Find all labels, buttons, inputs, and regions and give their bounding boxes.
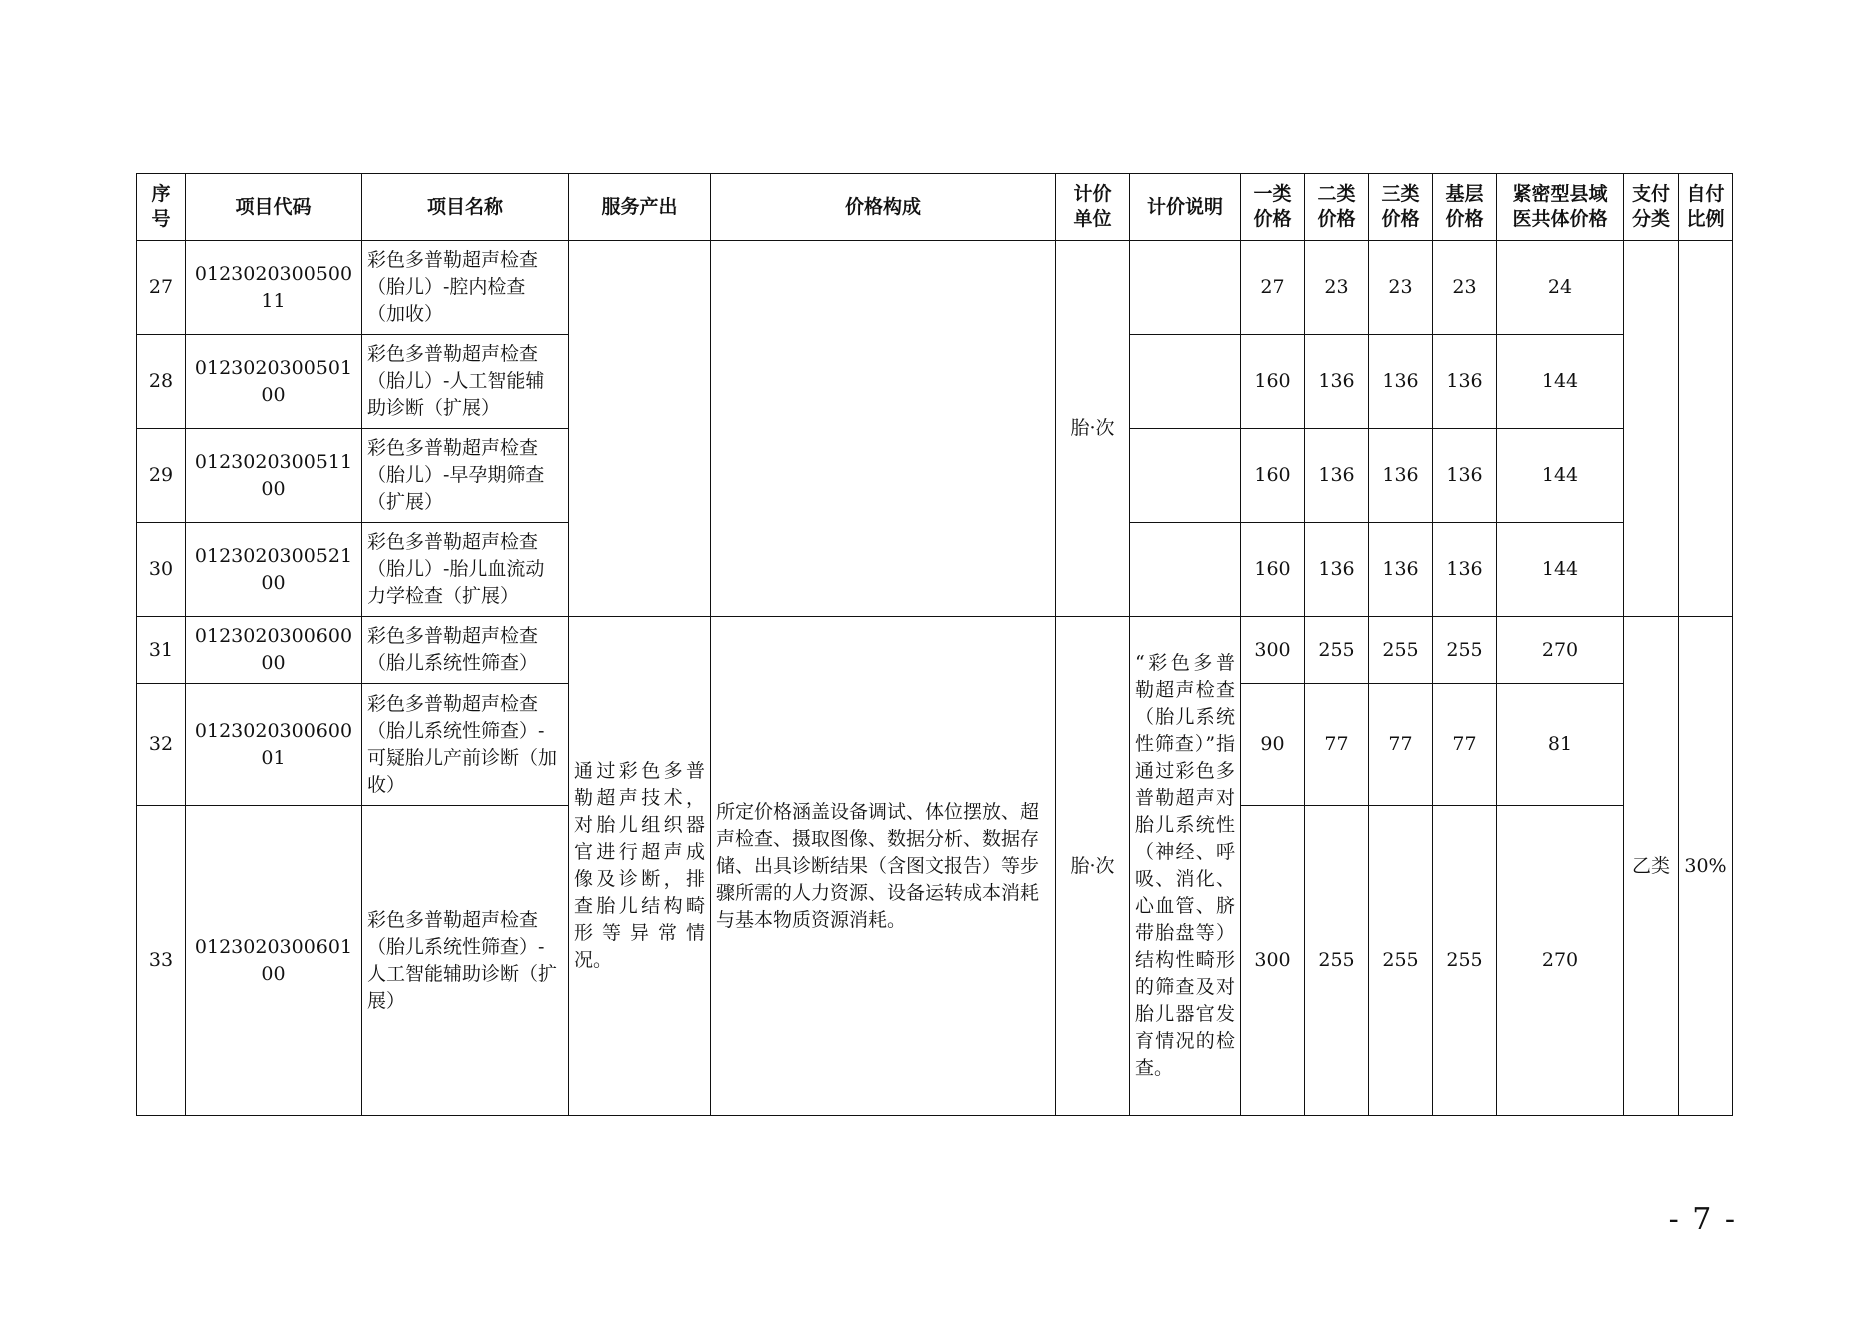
header-seq: 序 号	[137, 174, 186, 241]
cell-price-class2: 23	[1305, 241, 1369, 335]
cell-payment-class-group-a	[1624, 241, 1679, 617]
cell-price-composition-group-b: 所定价格涵盖设备调试、体位摆放、超声检查、摄取图像、数据分析、数据存储、出具诊断结果（含图文报告）等步骤所需的人力资源、设备运转成本消耗与基本物质资源消耗。	[711, 617, 1056, 1116]
header-price-class1: 一类 价格	[1241, 174, 1305, 241]
cell-price-primary: 23	[1433, 241, 1497, 335]
header-unit: 计价 单位	[1056, 174, 1130, 241]
cell-service-output-group-a	[569, 241, 711, 617]
cell-price-class3: 136	[1369, 429, 1433, 523]
cell-seq: 31	[137, 617, 186, 684]
header-price-class3: 三类 价格	[1369, 174, 1433, 241]
header-name: 项目名称	[362, 174, 569, 241]
cell-pricing-note-group-b: “彩色多普勒超声检查（胎儿系统性筛查）”指通过彩色多普勒超声对胎儿系统性（神经、呼吸、消化、心血管、脐带胎盘等）结构性畸形的筛查及对胎儿器官发育情况的检查。	[1130, 617, 1241, 1116]
header-self-pay-ratio: 自付 比例	[1679, 174, 1733, 241]
cell-price-class3: 136	[1369, 523, 1433, 617]
cell-price-primary: 136	[1433, 523, 1497, 617]
cell-name: 彩色多普勒超声检查（胎儿）-腔内检查（加收）	[362, 241, 569, 335]
cell-code: 012302030050011	[186, 241, 362, 335]
cell-pricing-note	[1130, 429, 1241, 523]
cell-price-class2: 255	[1305, 806, 1369, 1116]
table-row	[137, 241, 1733, 335]
price-table	[136, 173, 1733, 1116]
cell-seq: 29	[137, 429, 186, 523]
cell-price-class2: 136	[1305, 523, 1369, 617]
cell-name: 彩色多普勒超声检查（胎儿系统性筛查）-可疑胎儿产前诊断（加收）	[362, 684, 569, 806]
cell-pricing-note	[1130, 335, 1241, 429]
cell-pricing-note	[1130, 523, 1241, 617]
cell-code: 012302030052100	[186, 523, 362, 617]
cell-price-primary: 136	[1433, 335, 1497, 429]
header-price-class2: 二类 价格	[1305, 174, 1369, 241]
header-row	[137, 174, 1733, 241]
cell-seq: 27	[137, 241, 186, 335]
header-pricing-note: 计价说明	[1130, 174, 1241, 241]
cell-price-class3: 255	[1369, 617, 1433, 684]
cell-code: 012302030050100	[186, 335, 362, 429]
cell-price-class1: 160	[1241, 429, 1305, 523]
header-price-county: 紧密型县域 医共体价格	[1497, 174, 1624, 241]
header-code: 项目代码	[186, 174, 362, 241]
cell-price-class1: 300	[1241, 806, 1305, 1116]
page-number: - 7 -	[1668, 1202, 1737, 1237]
cell-code: 012302030051100	[186, 429, 362, 523]
cell-price-composition-group-a	[711, 241, 1056, 617]
cell-seq: 30	[137, 523, 186, 617]
cell-code: 012302030060001	[186, 684, 362, 806]
cell-self-pay-ratio-group-b: 30%	[1679, 617, 1733, 1116]
cell-price-class3: 136	[1369, 335, 1433, 429]
cell-price-primary: 255	[1433, 617, 1497, 684]
cell-name: 彩色多普勒超声检查（胎儿系统性筛查）	[362, 617, 569, 684]
cell-name: 彩色多普勒超声检查（胎儿）-胎儿血流动力学检查（扩展）	[362, 523, 569, 617]
cell-name: 彩色多普勒超声检查（胎儿）-早孕期筛查（扩展）	[362, 429, 569, 523]
cell-seq: 32	[137, 684, 186, 806]
cell-price-class3: 23	[1369, 241, 1433, 335]
cell-self-pay-ratio-group-a	[1679, 241, 1733, 617]
cell-unit-group-b: 胎·次	[1056, 617, 1130, 1116]
cell-price-primary: 255	[1433, 806, 1497, 1116]
cell-price-county: 24	[1497, 241, 1624, 335]
cell-price-class2: 136	[1305, 335, 1369, 429]
cell-payment-class-group-b: 乙类	[1624, 617, 1679, 1116]
cell-price-class2: 255	[1305, 617, 1369, 684]
cell-name: 彩色多普勒超声检查（胎儿）-人工智能辅助诊断（扩展）	[362, 335, 569, 429]
cell-seq: 33	[137, 806, 186, 1116]
cell-name: 彩色多普勒超声检查（胎儿系统性筛查）-人工智能辅助诊断（扩展）	[362, 806, 569, 1116]
header-payment-class: 支付 分类	[1624, 174, 1679, 241]
cell-price-county: 81	[1497, 684, 1624, 806]
cell-price-class3: 255	[1369, 806, 1433, 1116]
cell-price-class2: 136	[1305, 429, 1369, 523]
cell-price-class3: 77	[1369, 684, 1433, 806]
cell-price-county: 144	[1497, 335, 1624, 429]
cell-price-county: 144	[1497, 429, 1624, 523]
cell-service-output-group-b: 通过彩色多普勒超声技术，对胎儿组织器官进行超声成像及诊断，排查胎儿结构畸形等异常情况。	[569, 617, 711, 1116]
cell-price-class2: 77	[1305, 684, 1369, 806]
cell-price-class1: 300	[1241, 617, 1305, 684]
header-price-primary: 基层 价格	[1433, 174, 1497, 241]
cell-price-class1: 90	[1241, 684, 1305, 806]
cell-price-class1: 27	[1241, 241, 1305, 335]
cell-price-primary: 77	[1433, 684, 1497, 806]
cell-price-primary: 136	[1433, 429, 1497, 523]
cell-code: 012302030060000	[186, 617, 362, 684]
cell-price-county: 270	[1497, 806, 1624, 1116]
cell-code: 012302030060100	[186, 806, 362, 1116]
cell-seq: 28	[137, 335, 186, 429]
header-price-composition: 价格构成	[711, 174, 1056, 241]
cell-price-class1: 160	[1241, 523, 1305, 617]
cell-pricing-note	[1130, 241, 1241, 335]
header-service-output: 服务产出	[569, 174, 711, 241]
cell-unit-group-a: 胎·次	[1056, 241, 1130, 617]
cell-price-class1: 160	[1241, 335, 1305, 429]
cell-price-county: 144	[1497, 523, 1624, 617]
table-row	[137, 617, 1733, 684]
cell-price-county: 270	[1497, 617, 1624, 684]
